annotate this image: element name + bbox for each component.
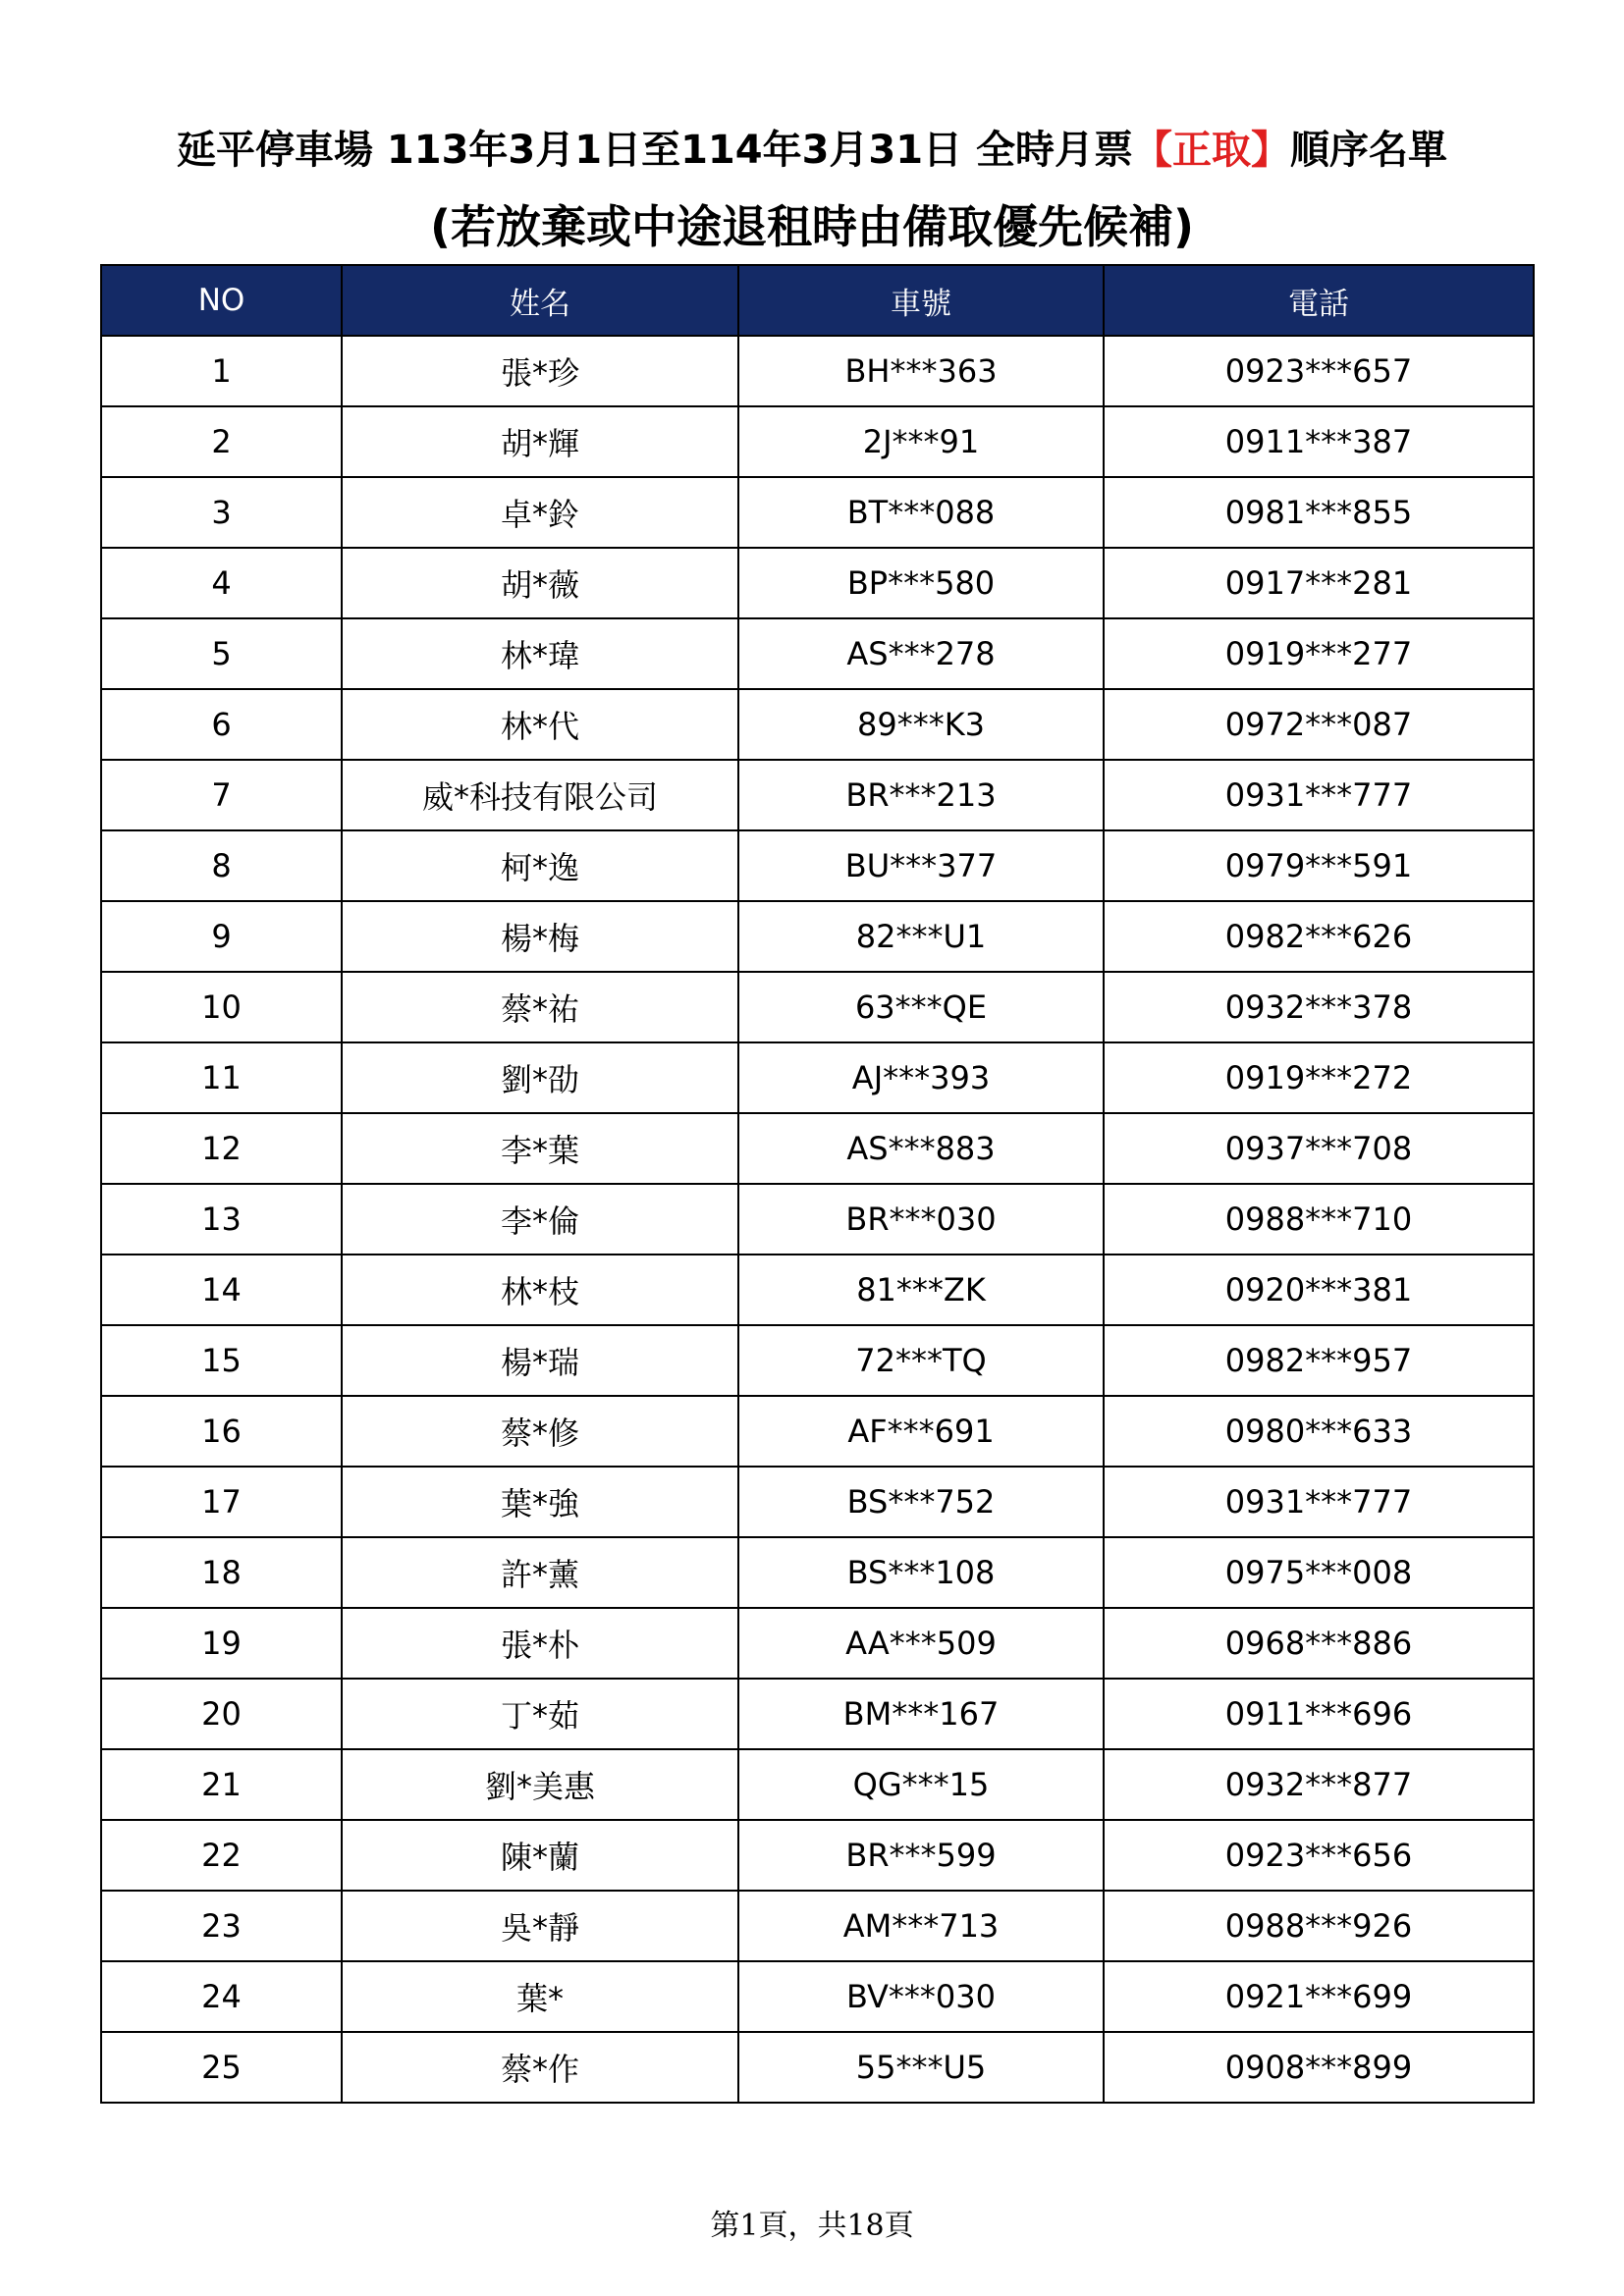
cell-plate: BR***599	[738, 1820, 1104, 1891]
cell-no: 7	[101, 760, 342, 830]
cell-phone: 0917***281	[1104, 548, 1534, 618]
cell-phone: 0980***633	[1104, 1396, 1534, 1467]
table-row	[101, 1537, 1534, 1608]
table-row	[101, 1891, 1534, 1961]
cell-name: 楊*梅	[342, 901, 738, 972]
table-row	[101, 1749, 1534, 1820]
cell-phone: 0981***855	[1104, 477, 1534, 548]
cell-name: 楊*瑞	[342, 1325, 738, 1396]
cell-plate: BM***167	[738, 1679, 1104, 1749]
cell-plate: 72***TQ	[738, 1325, 1104, 1396]
cell-phone: 0982***957	[1104, 1325, 1534, 1396]
table-row	[101, 1042, 1534, 1113]
cell-plate: BT***088	[738, 477, 1104, 548]
table-row	[101, 689, 1534, 760]
cell-name: 張*朴	[342, 1608, 738, 1679]
cell-no: 22	[101, 1820, 342, 1891]
cell-no: 8	[101, 830, 342, 901]
cell-phone: 0988***926	[1104, 1891, 1534, 1961]
table-row	[101, 1255, 1534, 1325]
cell-phone: 0919***272	[1104, 1042, 1534, 1113]
cell-no: 5	[101, 618, 342, 689]
cell-phone: 0911***696	[1104, 1679, 1534, 1749]
cell-name: 葉*	[342, 1961, 738, 2032]
cell-name: 張*珍	[342, 336, 738, 406]
cell-plate: 2J***91	[738, 406, 1104, 477]
cell-plate: AF***691	[738, 1396, 1104, 1467]
cell-no: 10	[101, 972, 342, 1042]
table-header-row	[101, 265, 1534, 336]
cell-name: 陳*蘭	[342, 1820, 738, 1891]
page-number: 第1頁，共18頁	[710, 2209, 914, 2243]
cell-phone: 0931***777	[1104, 1467, 1534, 1537]
table-row	[101, 618, 1534, 689]
cell-no: 20	[101, 1679, 342, 1749]
cell-no: 3	[101, 477, 342, 548]
table-body	[101, 336, 1534, 2103]
cell-no: 12	[101, 1113, 342, 1184]
cell-plate: 81***ZK	[738, 1255, 1104, 1325]
title-status-accent: 【正取】	[1133, 128, 1290, 173]
cell-phone: 0972***087	[1104, 689, 1534, 760]
table-row	[101, 1679, 1534, 1749]
cell-name: 蔡*修	[342, 1396, 738, 1467]
cell-no: 17	[101, 1467, 342, 1537]
cell-plate: BH***363	[738, 336, 1104, 406]
page-subtitle: (若放棄或中途退租時由備取優先候補)	[429, 200, 1195, 253]
cell-plate: BS***108	[738, 1537, 1104, 1608]
cell-phone: 0908***899	[1104, 2032, 1534, 2103]
cell-name: 吳*靜	[342, 1891, 738, 1961]
cell-no: 16	[101, 1396, 342, 1467]
table-row	[101, 1820, 1534, 1891]
table-row	[101, 830, 1534, 901]
cell-plate: AA***509	[738, 1608, 1104, 1679]
table-row	[101, 1184, 1534, 1255]
cell-no: 23	[101, 1891, 342, 1961]
cell-plate: BP***580	[738, 548, 1104, 618]
cell-name: 林*代	[342, 689, 738, 760]
cell-plate: BS***752	[738, 1467, 1104, 1537]
table-row	[101, 406, 1534, 477]
cell-name: 胡*輝	[342, 406, 738, 477]
cell-phone: 0988***710	[1104, 1184, 1534, 1255]
cell-name: 胡*薇	[342, 548, 738, 618]
cell-plate: AJ***393	[738, 1042, 1104, 1113]
table-row	[101, 336, 1534, 406]
cell-no: 11	[101, 1042, 342, 1113]
cell-no: 6	[101, 689, 342, 760]
title-prefix: 延平停車場 113年3月1日至114年3月31日 全時月票	[176, 128, 1133, 173]
cell-phone: 0921***699	[1104, 1961, 1534, 2032]
cell-name: 劉*美惠	[342, 1749, 738, 1820]
cell-plate: AS***883	[738, 1113, 1104, 1184]
roster-table	[100, 264, 1535, 2104]
cell-plate: AM***713	[738, 1891, 1104, 1961]
cell-phone: 0911***387	[1104, 406, 1534, 477]
cell-plate: 63***QE	[738, 972, 1104, 1042]
table-row	[101, 760, 1534, 830]
table-row	[101, 477, 1534, 548]
page-title	[0, 116, 1624, 185]
cell-plate: BU***377	[738, 830, 1104, 901]
cell-phone: 0937***708	[1104, 1113, 1534, 1184]
cell-phone: 0923***656	[1104, 1820, 1534, 1891]
table-row	[101, 1325, 1534, 1396]
cell-phone: 0931***777	[1104, 760, 1534, 830]
cell-name: 劉*劭	[342, 1042, 738, 1113]
cell-no: 1	[101, 336, 342, 406]
cell-phone: 0932***378	[1104, 972, 1534, 1042]
table-row	[101, 1608, 1534, 1679]
cell-name: 蔡*祐	[342, 972, 738, 1042]
table-row	[101, 1467, 1534, 1537]
cell-phone: 0979***591	[1104, 830, 1534, 901]
title-suffix: 順序名單	[1290, 128, 1447, 173]
cell-plate: QG***15	[738, 1749, 1104, 1820]
cell-no: 21	[101, 1749, 342, 1820]
cell-plate: 89***K3	[738, 689, 1104, 760]
cell-phone: 0932***877	[1104, 1749, 1534, 1820]
cell-no: 2	[101, 406, 342, 477]
table-row	[101, 1961, 1534, 2032]
cell-no: 18	[101, 1537, 342, 1608]
table-row	[101, 901, 1534, 972]
column-header-no: NO	[101, 265, 342, 336]
cell-name: 葉*強	[342, 1467, 738, 1537]
cell-name: 林*枝	[342, 1255, 738, 1325]
table-row	[101, 2032, 1534, 2103]
cell-no: 19	[101, 1608, 342, 1679]
cell-name: 卓*鈴	[342, 477, 738, 548]
cell-name: 蔡*作	[342, 2032, 738, 2103]
cell-name: 許*薰	[342, 1537, 738, 1608]
cell-plate: BV***030	[738, 1961, 1104, 2032]
cell-no: 9	[101, 901, 342, 972]
cell-name: 柯*逸	[342, 830, 738, 901]
cell-no: 24	[101, 1961, 342, 2032]
cell-name: 林*瑋	[342, 618, 738, 689]
cell-no: 14	[101, 1255, 342, 1325]
cell-phone: 0968***886	[1104, 1608, 1534, 1679]
cell-no: 4	[101, 548, 342, 618]
cell-phone: 0923***657	[1104, 336, 1534, 406]
cell-phone: 0919***277	[1104, 618, 1534, 689]
cell-name: 威*科技有限公司	[342, 760, 738, 830]
table-row	[101, 548, 1534, 618]
cell-no: 15	[101, 1325, 342, 1396]
table-row	[101, 1396, 1534, 1467]
cell-name: 李*葉	[342, 1113, 738, 1184]
cell-name: 丁*茹	[342, 1679, 738, 1749]
column-header-name: 姓名	[342, 265, 738, 336]
cell-plate: BR***030	[738, 1184, 1104, 1255]
cell-phone: 0920***381	[1104, 1255, 1534, 1325]
cell-plate: AS***278	[738, 618, 1104, 689]
cell-plate: BR***213	[738, 760, 1104, 830]
column-header-plate: 車號	[738, 265, 1104, 336]
column-header-phone: 電話	[1104, 265, 1534, 336]
cell-phone: 0982***626	[1104, 901, 1534, 972]
cell-no: 13	[101, 1184, 342, 1255]
cell-no: 25	[101, 2032, 342, 2103]
cell-name: 李*倫	[342, 1184, 738, 1255]
cell-phone: 0975***008	[1104, 1537, 1534, 1608]
cell-plate: 82***U1	[738, 901, 1104, 972]
table-row	[101, 1113, 1534, 1184]
cell-plate: 55***U5	[738, 2032, 1104, 2103]
table-row	[101, 972, 1534, 1042]
